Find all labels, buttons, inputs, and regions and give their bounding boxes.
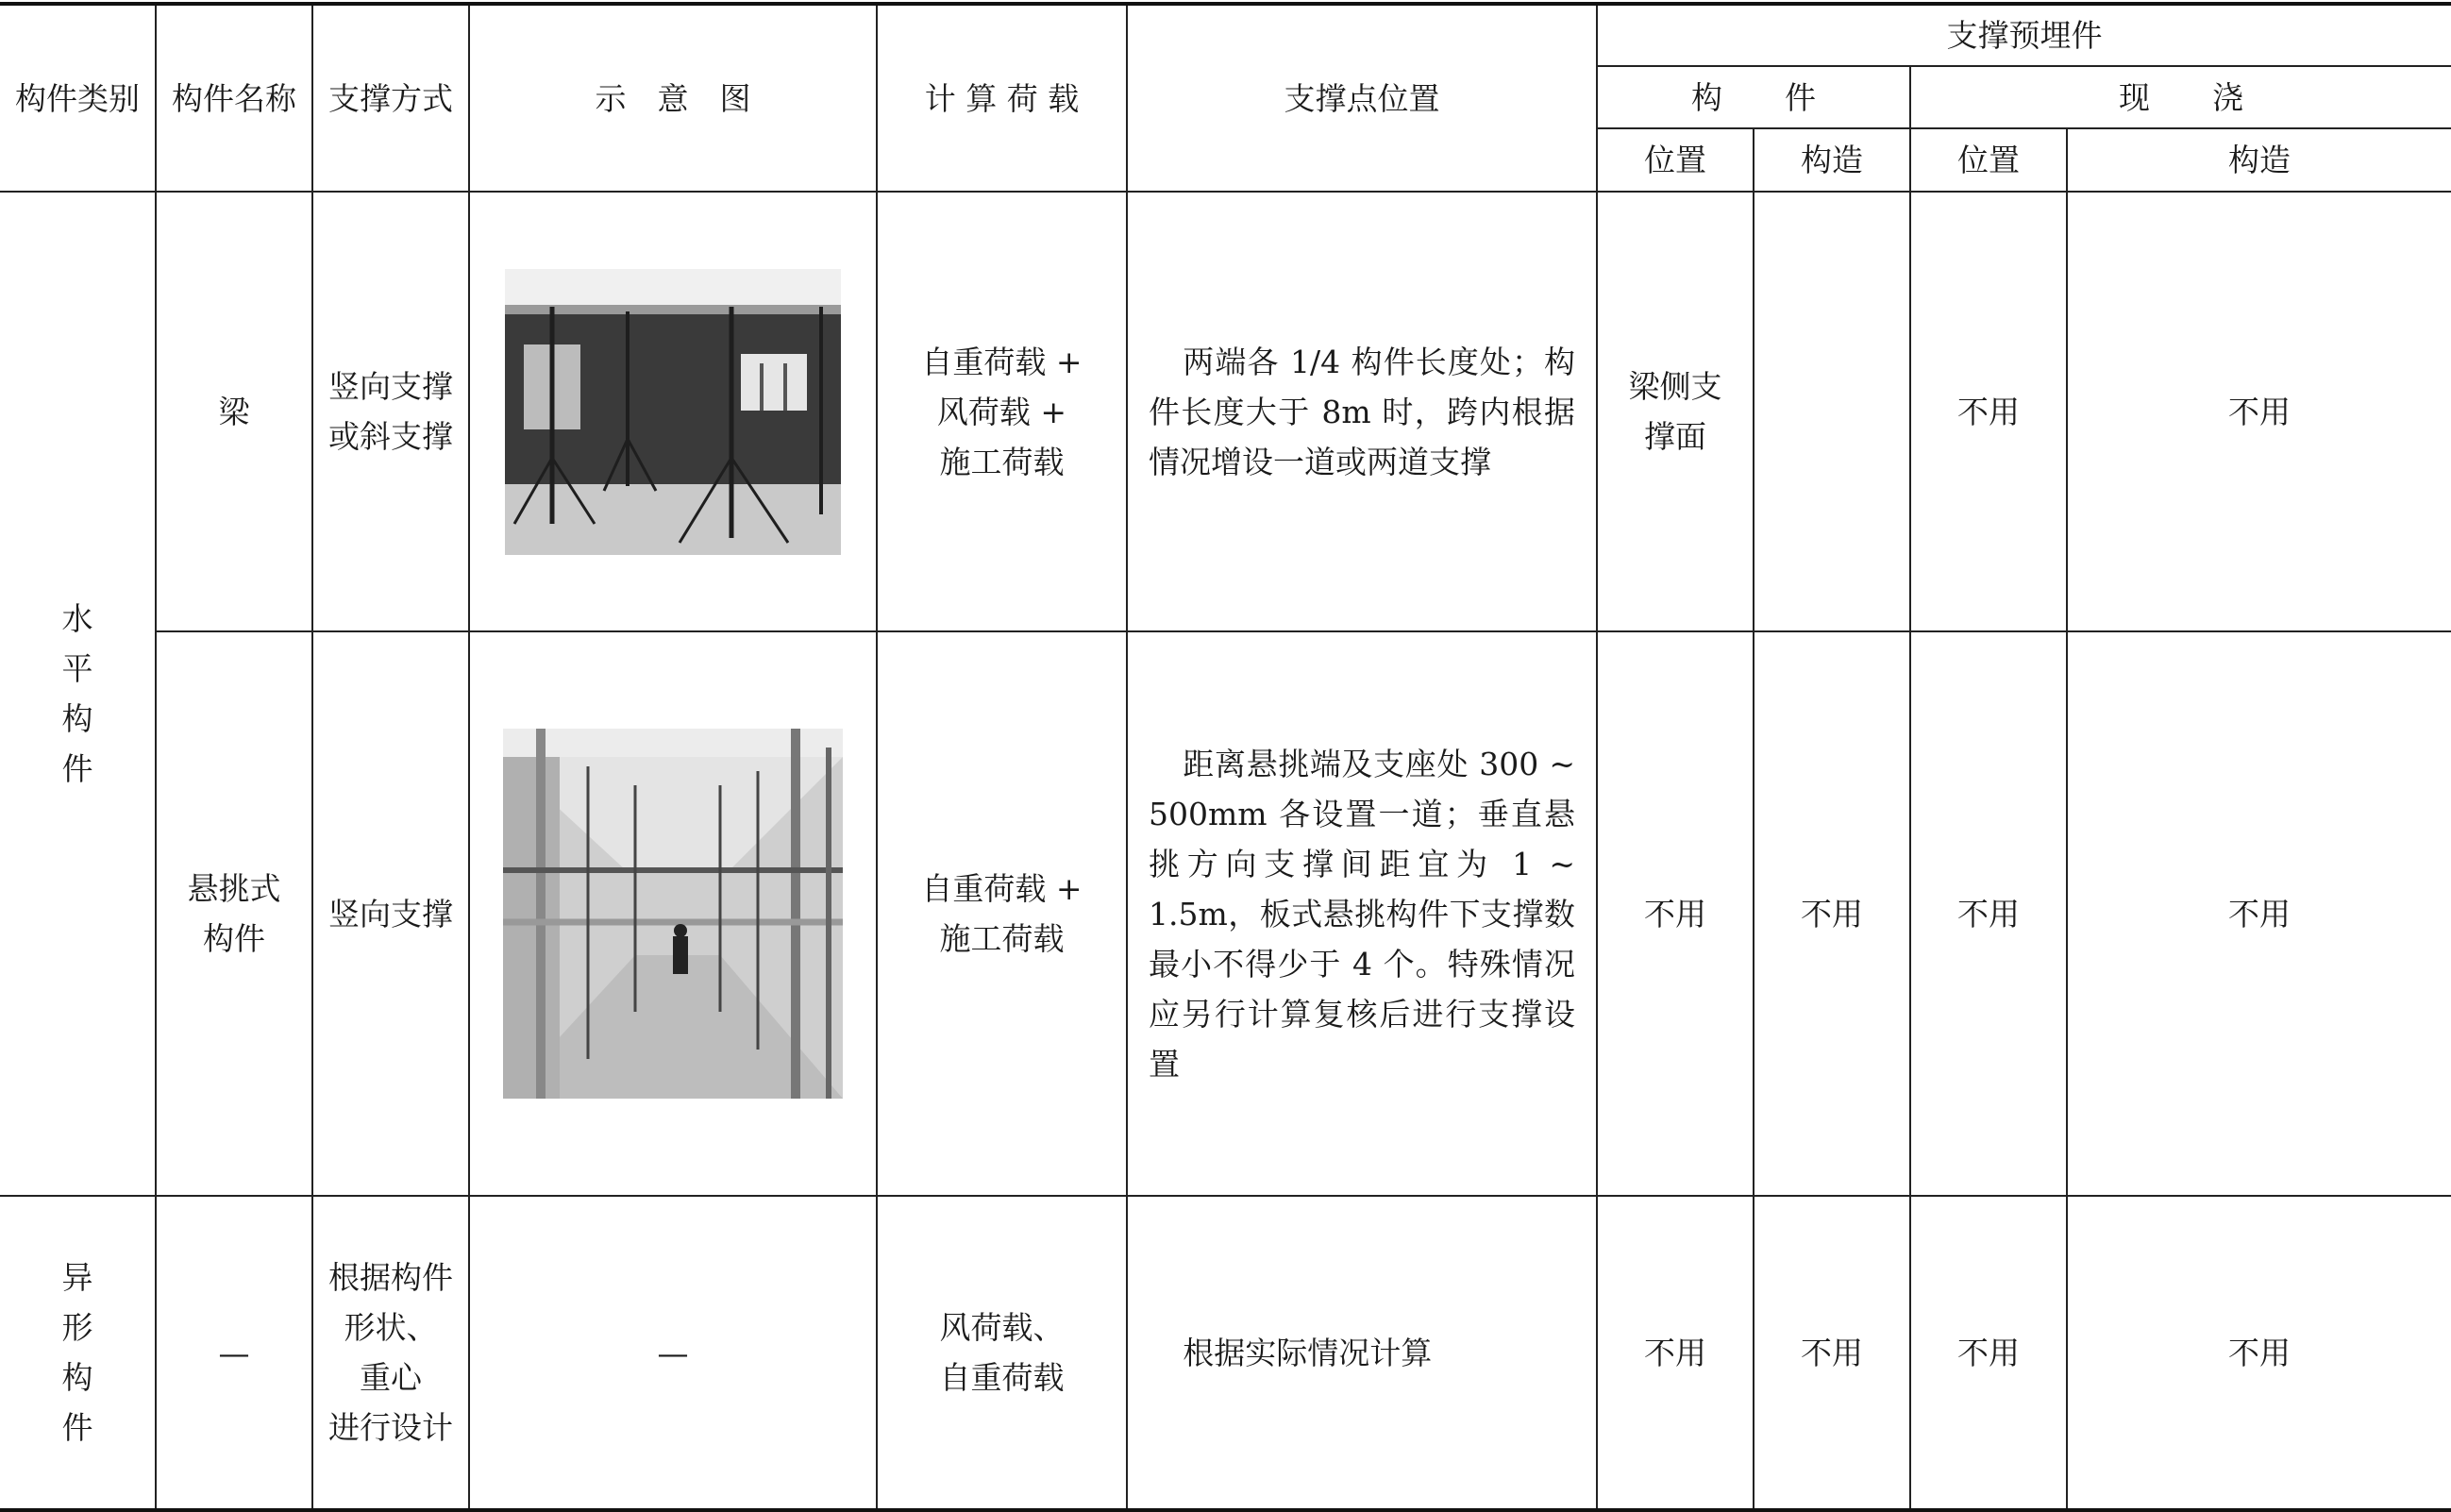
cast-position: 不用 xyxy=(1910,192,2067,631)
component-position: 梁侧支 撑面 xyxy=(1597,192,1754,631)
cast-structure: 不用 xyxy=(2067,1196,2451,1510)
header-cast-in-place: 现 浇 xyxy=(1910,66,2451,128)
cast-position: 不用 xyxy=(1910,631,2067,1196)
diagram-cell: — xyxy=(469,1196,877,1510)
header-component-structure: 构造 xyxy=(1754,128,1910,192)
header-name: 构件名称 xyxy=(156,4,312,192)
component-structure xyxy=(1754,192,1910,631)
header-component: 构 件 xyxy=(1597,66,1910,128)
diagram-cell xyxy=(469,192,877,631)
support-method: 竖向支撑 或斜支撑 xyxy=(312,192,469,631)
table-row xyxy=(0,631,2451,1196)
cast-position: 不用 xyxy=(1910,1196,2067,1510)
component-name: — xyxy=(156,1196,312,1510)
component-structure: 不用 xyxy=(1754,631,1910,1196)
component-position: 不用 xyxy=(1597,1196,1754,1510)
header-category: 构件类别 xyxy=(0,4,156,192)
support-position: 距离悬挑端及支座处 300 ~ 500mm 各设置一道；垂直悬挑方向支撑间距宜为 1 ~ 1.5m，板式悬挑构件下支撑数最小不得少于 4 个。特殊情况应另行计算复核后进行支撑设置 xyxy=(1127,631,1597,1196)
component-name: 梁 xyxy=(156,192,312,631)
cast-structure: 不用 xyxy=(2067,631,2451,1196)
support-table xyxy=(0,2,2451,1512)
header-embedded-parts: 支撑预埋件 xyxy=(1597,4,2451,66)
support-position: 根据实际情况计算 xyxy=(1127,1196,1597,1510)
support-position: 两端各 1/4 构件长度处；构件长度大于 8m 时，跨内根据情况增设一道或两道支撑 xyxy=(1127,192,1597,631)
calc-load: 风荷载、 自重荷载 xyxy=(877,1196,1127,1510)
header-method: 支撑方式 xyxy=(312,4,469,192)
cantilever-support-photo xyxy=(503,729,843,1099)
header-diagram: 示 意 图 xyxy=(469,4,877,192)
category-horizontal: 水 平 构 件 xyxy=(0,192,156,1196)
component-name: 悬挑式 构件 xyxy=(156,631,312,1196)
table-row xyxy=(0,192,2451,631)
support-method: 根据构件 形状、 重心 进行设计 xyxy=(312,1196,469,1510)
calc-load: 自重荷载 + 风荷载 + 施工荷载 xyxy=(877,192,1127,631)
calc-load: 自重荷载 + 施工荷载 xyxy=(877,631,1127,1196)
component-structure: 不用 xyxy=(1754,1196,1910,1510)
category-special: 异 形 构 件 xyxy=(0,1196,156,1510)
support-method: 竖向支撑 xyxy=(312,631,469,1196)
header-position: 支撑点位置 xyxy=(1127,4,1597,192)
diagram-cell xyxy=(469,631,877,1196)
beam-support-photo xyxy=(505,269,841,555)
header-load: 计 算 荷 载 xyxy=(877,4,1127,192)
header-component-position: 位置 xyxy=(1597,128,1754,192)
component-position: 不用 xyxy=(1597,631,1754,1196)
cast-structure: 不用 xyxy=(2067,192,2451,631)
header-cast-position: 位置 xyxy=(1910,128,2067,192)
table-row xyxy=(0,1196,2451,1510)
header-cast-structure: 构造 xyxy=(2067,128,2451,192)
